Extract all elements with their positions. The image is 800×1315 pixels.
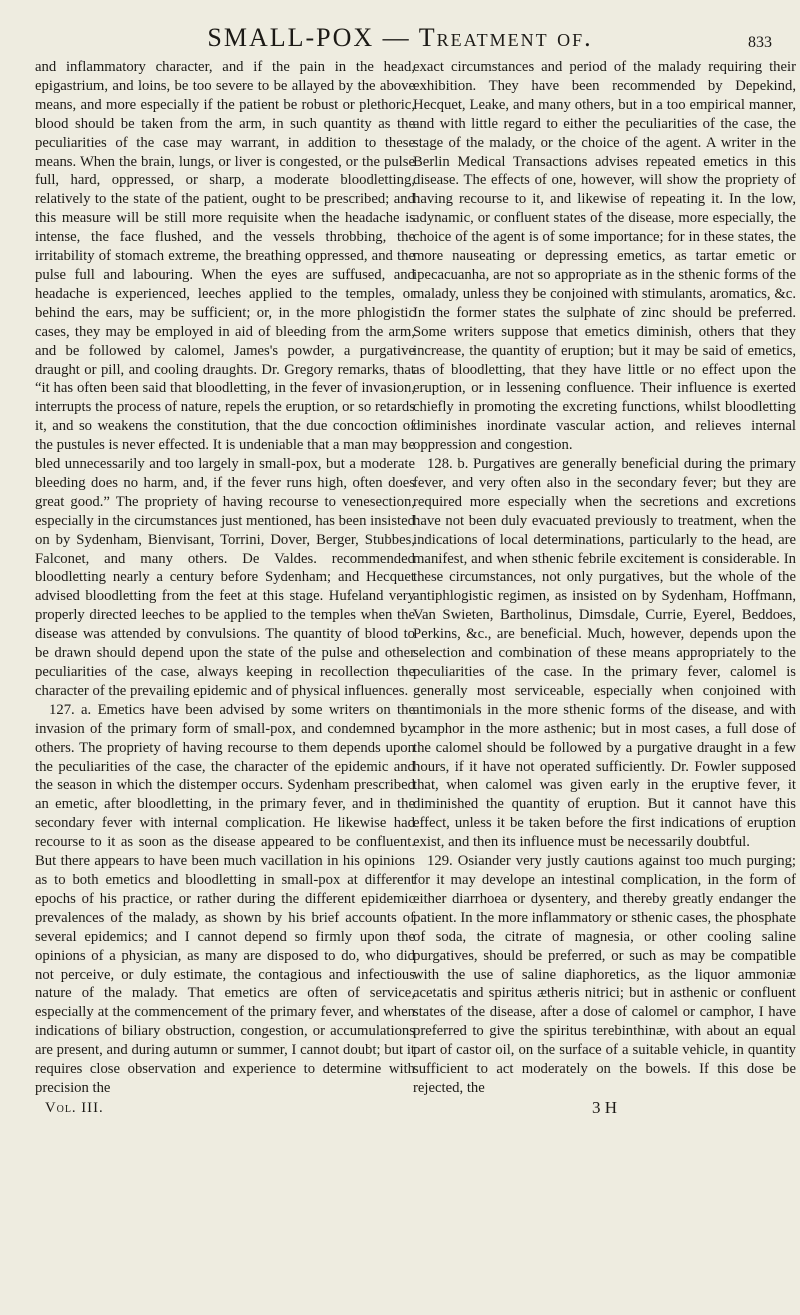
running-head: SMALL-POX — Treatment of.: [207, 23, 593, 52]
right-column: [413, 58, 796, 1118]
volume-footer: [35, 1099, 415, 1118]
page-number: 833: [748, 34, 772, 51]
left-column: [35, 58, 415, 1118]
paragraph-127-emetics: 127. a. Emetics have been advised by some writers on the invasion of the primary form of small-pox, and condemned by others. The propriety of having recourse to them depends upon the peculiarities of the case, the character of the epidemic and the season in which the distemper occurs. Sydenham prescribed an emetic, after bloodletting, in the primary fever, and in the secondary fever with internal complication. He likewise had recourse to it as soon as the disease appeared to be confluent. But there appears to have been much vacillation in his opinions as to both emetics and bloodletting in small-pox at different epochs of his practice, or rather during the different epidemic prevalences of the malady, as shown by his brief accounts of several epidemics; and I cannot depend so firmly upon the opinions of a physician, as many are disposed to do, who did not perceive, or duly estimate, the contagious and infectious nature of the malady. That emetics are often of service, especially at the commencement of the primary fever, and when indications of biliary obstruction, congestion, or accumulations are present, and during autumn or summer, I cannot doubt; but it requires close observation and experience to determine with precision the: [35, 701, 415, 1096]
paragraph-129-osiander: 129. Osiander very justly cautions against too much purging; for it may develope an intestinal complication, in the form of either diarrhoea or dysentery, and thereby greatly endanger the patient. In the more inflammatory or sthenic cases, the phosphate of soda, the citrate of magnesia, or other cooling saline purgatives, should be preferred, or such as may be compatible with the use of saline diaphoretics, as the liquor ammoniæ acetatis and spiritus ætheris nitrici; but in asthenic or confluent states of the disease, after a dose of calomel or camphor, I have preferred to give the spiritus terebinthinæ, with about an equal part of castor oil, on the surface of a suitable vehicle, in quantity sufficient to act moderately on the bowels. If this dose be rejected, the: [413, 853, 796, 1096]
page-header: [0, 22, 800, 54]
paragraph-emetics-continued: exact circumstances and period of the malady requiring their exhibition. They have been recommended by Depekind, Hecquet, Leake, and many others, but in a too empirical manner, and with little regard to either the peculiarities of the case, the stage of the malady, or the choice of the agent. A writer in the Berlin Medical Transactions advises repeated emetics in this disease. The effects of one, however, will show the propriety of having recourse to it, and likewise of repeating it. In the low, adynamic, or confluent states of the disease, more especially, the choice of the agent is of some importance; for in these states, the more nauseating or depressing emetics, as tartar emetic or ipecacuanha, are not so appropriate as in the sthenic forms of the malady, unless they be conjoined with stimulants, aromatics, &c. In the former states the sulphate of zinc should be preferred. Some writers suppose that emetics diminish, others that they increase, the quantity of eruption; but it may be said of emetics, as of bloodletting, that they have little or no effect upon the eruption, or in lessening confluence. Their influence is exerted chiefly in promoting the excreting functions, whilst bloodletting diminishes inordinate vascular action, and relieves internal oppression and congestion.: [413, 59, 796, 454]
paragraph-bloodletting: and inflammatory character, and if the pain in the head, epigastrium, and loins, be too severe to be allayed by the above means, and more especially if the patient be robust or plethoric, blood should be taken from the arm, in such quantity as the peculiarities of the case may warrant, in addition to these means. When the brain, lungs, or liver is congested, or the pulse full, hard, oppressed, or sharp, a moderate bloodletting, relatively to the state of the patient, ought to be prescribed; and this measure will be still more requisite when the headache is intense, the face flushed, and the vessels throbbing, the irritability of stomach extreme, the breathing oppressed, and the pulse full and labouring. When the eyes are suffused, and headache is experienced, leeches applied to the temples, or behind the ears, may be sufficient; or, in the more phlogistic cases, they may be employed in aid of bleeding from the arm, and be followed by calomel, James's powder, a purgative draught or pill, and cooling draughts. Dr. Gregory remarks, that “it has often been said that bloodletting, in the fever of invasion, interrupts the process of nature, repels the eruption, or so retards it, and so weakens the constitution, that the due concoction of the pustules is never effected. It is undeniable that a man may be bled unnecessarily and too largely in small-pox, but a moderate bleeding does no harm, and, if the fever runs high, often does great good.” The propriety of having recourse to venesection, especially in the circumstances just mentioned, has been insisted on by Sydenham, Bienvisant, Torrini, Dover, Berger, Stubbes, Falconet, and many others. De Valdes. recommended bloodletting nearly a century before Sydenham; and Hecquet advised bloodletting from the feet at this stage. Hufeland very properly directed leeches to be applied to the temples when the disease was attended by convulsions. The quantity of blood to be drawn should depend upon the state of the pulse and other peculiarities of the case, always keeping in recollection the character of the prevailing epidemic and of physical influences.: [35, 59, 415, 699]
signature-mark: 3 H: [591, 1097, 618, 1117]
paragraph-128-purgatives: 128. b. Purgatives are generally beneficial during the primary fever, and very often also in the secondary fever; but they are required more especially when the secretions and excretions have not been duly evacuated previously to treatment, when the indications of local determinations, particularly to the head, are manifest, and when sthenic febrile excitement is considerable. In these circumstances, not only purgatives, but the whole of the antiphlogistic regimen, as insisted on by Sydenham, Hoffmann, Van Swieten, Bartholinus, Dimsdale, Currie, Eyerel, Beddoes, Perkins, &c., are beneficial. Much, however, depends upon the selection and combination of these means appropriately to the peculiarities of the case. In the primary fever, calomel is generally most serviceable, especially when conjoined with antimonials in the more sthenic forms of the disease, and with camphor in the more asthenic; but in most cases, a full dose of the calomel should be followed by a purgative draught in a few hours, if it have not operated sufficiently. Dr. Fowler supposed that, when calomel was given early in the eruptive fever, it diminished the quantity of eruption. But it cannot have this effect, unless it be taken before the first indications of eruption exist, and then its influence must be necessarily doubtful.: [413, 456, 796, 851]
volume-label: Vol. III.: [45, 1099, 104, 1116]
